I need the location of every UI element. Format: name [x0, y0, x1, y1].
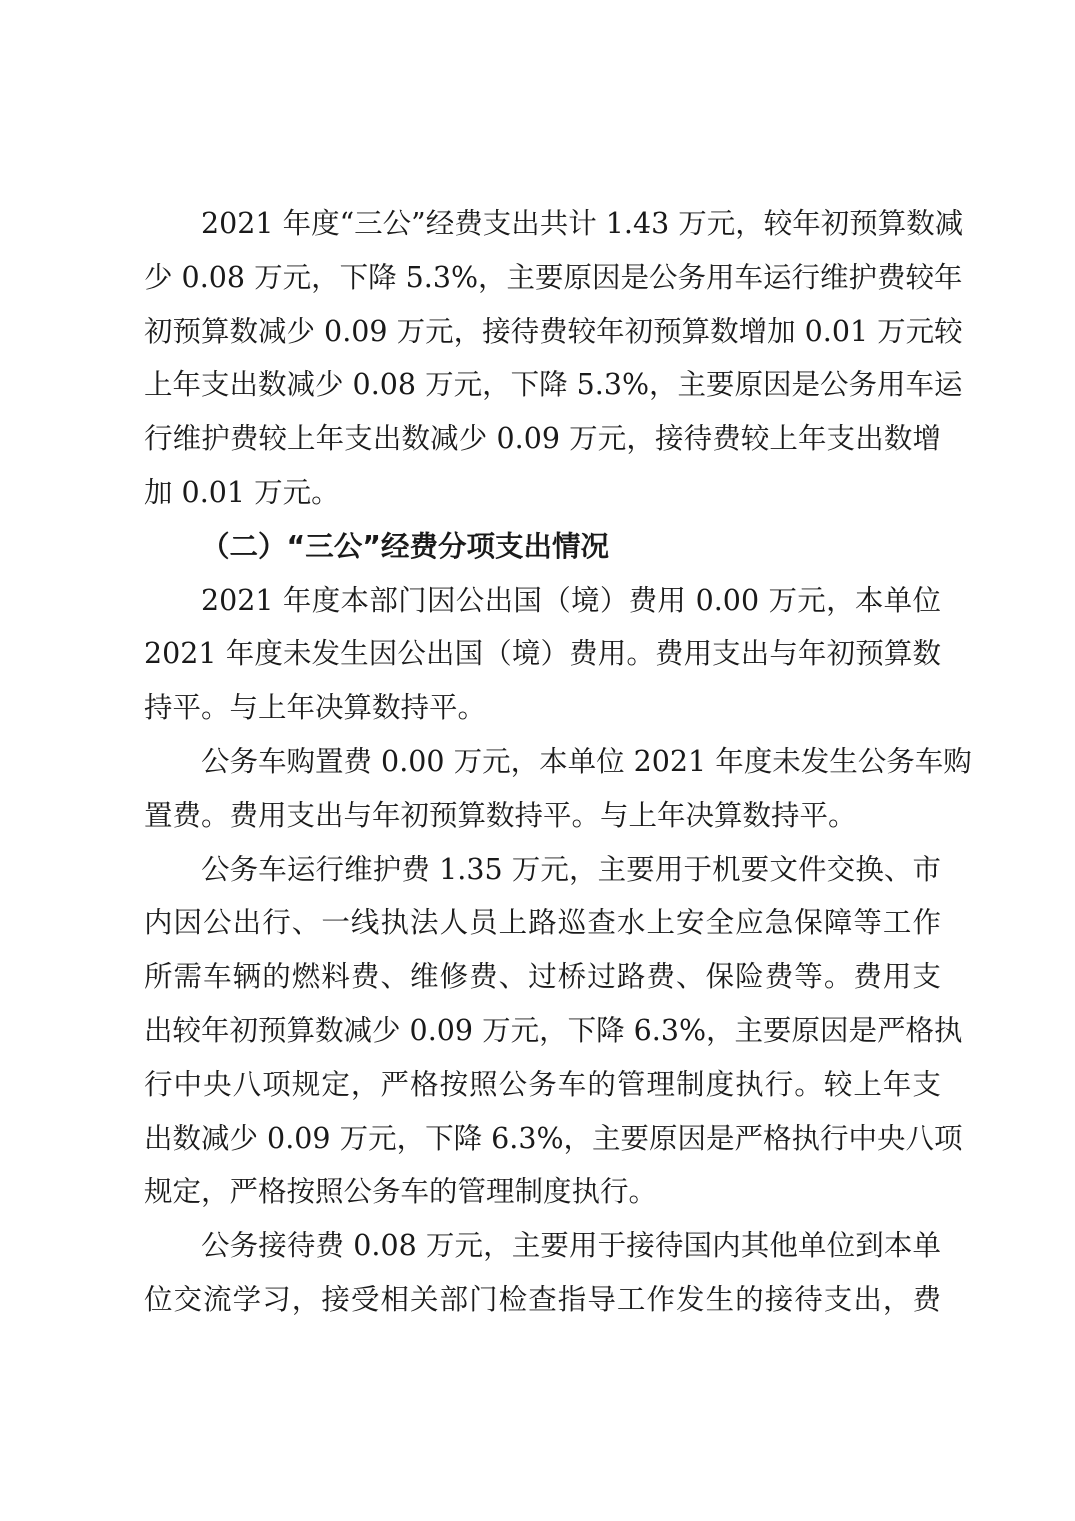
text-line: 初预算数减少 0.09 万元，接待费较年初预算数增加 0.01 万元较 — [144, 314, 963, 348]
text-line: 公务接待费 0.08 万元，主要用于接待国内其他单位到本单 — [201, 1229, 941, 1263]
paragraph-vehicle-maintenance — [144, 843, 963, 1220]
text-line: 持平。与上年决算数持平。 — [144, 691, 487, 725]
text-line: 上年支出数减少 0.08 万元，下降 5.3%，主要原因是公务用车运 — [144, 368, 963, 402]
document-body — [144, 197, 972, 1327]
text-line: 出较年初预算数减少 0.09 万元，下降 6.3%，主要原因是严格执 — [144, 1013, 963, 1047]
paragraph-vehicle-purchase — [144, 735, 972, 843]
text-line: 公务车购置费 0.00 万元，本单位 2021 年度未发生公务车购 — [201, 744, 972, 778]
text-line: 位交流学习，接受相关部门检查指导工作发生的接待支出，费 — [144, 1282, 941, 1316]
heading-text: （二）“三公”经费分项支出情况 — [201, 529, 609, 563]
text-line: 所需车辆的燃料费、维修费、过桥过路费、保险费等。费用支 — [144, 960, 941, 994]
text-line: 2021 年度未发生因公出国（境）费用。费用支出与年初预算数 — [144, 637, 941, 671]
text-line: 加 0.01 万元。 — [144, 475, 340, 509]
text-line: 行维护费较上年支出数减少 0.09 万元，接待费较上年支出数增 — [144, 422, 941, 456]
text-line: 规定，严格按照公务车的管理制度执行。 — [144, 1175, 658, 1209]
paragraph-official-reception — [144, 1219, 941, 1327]
text-line: 少 0.08 万元，下降 5.3%，主要原因是公务用车运行维护费较年 — [144, 260, 963, 294]
text-line: 置费。费用支出与年初预算数持平。与上年决算数持平。 — [144, 798, 857, 832]
paragraph-overseas-travel — [144, 574, 941, 735]
paragraph-expense-summary — [144, 197, 964, 520]
text-line: 内因公出行、一线执法人员上路巡查水上安全应急保障等工作 — [144, 906, 941, 940]
text-line: 公务车运行维护费 1.35 万元，主要用于机要文件交换、市 — [201, 852, 941, 886]
text-line: 2021 年度本部门因公出国（境）费用 0.00 万元，本单位 — [201, 583, 941, 617]
text-line: 2021 年度“三公”经费支出共计 1.43 万元，较年初预算数减 — [201, 207, 964, 240]
section-heading — [144, 520, 941, 574]
text-line: 行中央八项规定，严格按照公务车的管理制度执行。较上年支 — [144, 1067, 941, 1101]
text-line: 出数减少 0.09 万元，下降 6.3%，主要原因是严格执行中央八项 — [144, 1121, 963, 1155]
